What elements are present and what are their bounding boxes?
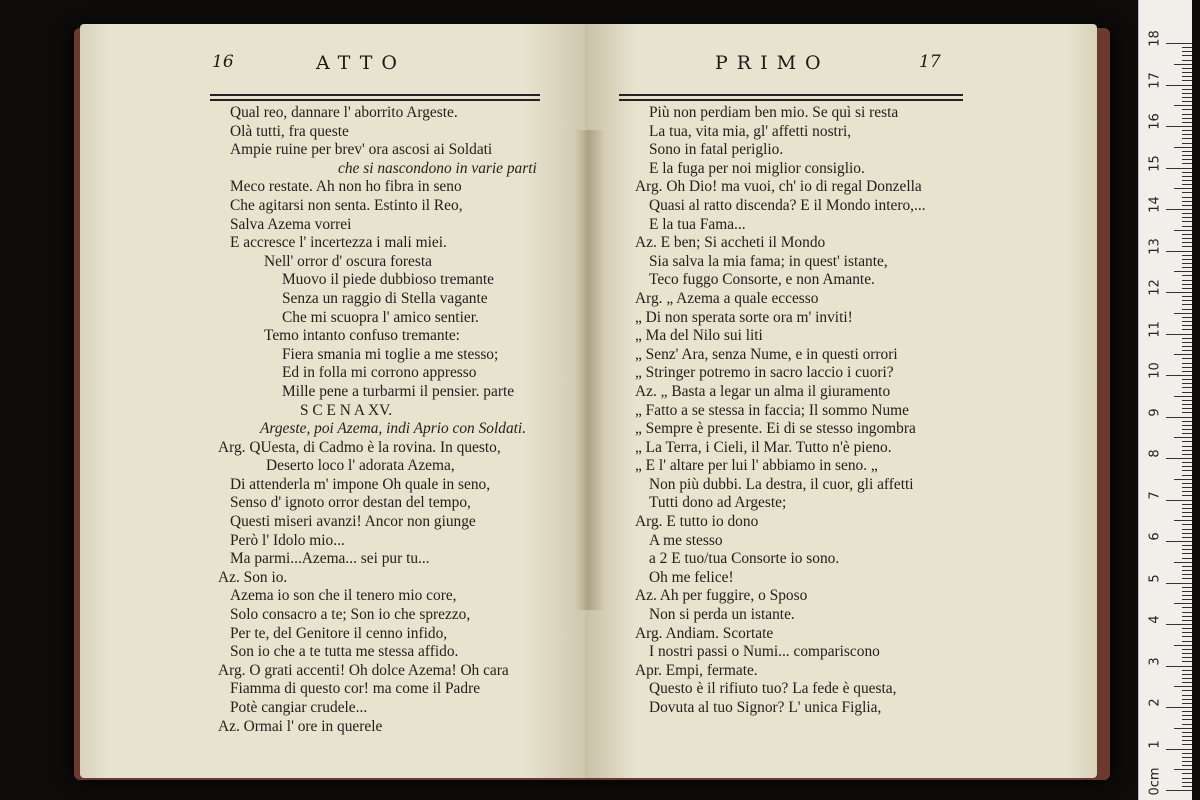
ruler-minor-tick [1174,520,1192,521]
ruler-minor-tick [1182,122,1192,123]
right-page-text-line: I nostri passi o Numi... compariscono [649,643,880,661]
ruler-minor-tick [1174,105,1192,106]
right-page-text-line: Tutti dono ad Argeste; [649,494,787,512]
ruler-minor-tick [1182,159,1192,160]
ruler-minor-tick [1182,246,1192,247]
ruler-minor-tick [1182,201,1192,202]
right-page-text-line: Questo è il rifiuto tuo? La fede è questa, [649,680,897,698]
left-page-text-line: Per te, del Genitore il cenno infido, [230,624,448,642]
ruler-minor-tick [1182,338,1192,339]
ruler-minor-tick [1182,545,1192,546]
ruler-minor-tick [1182,263,1192,264]
ruler-label: 7 [1147,490,1163,500]
left-text-block [218,104,537,736]
ruler-minor-tick [1174,354,1192,355]
ruler-label: 16 [1147,113,1163,130]
ruler-minor-tick [1182,72,1192,73]
ruler-minor-tick [1182,47,1192,48]
right-page-text-line: „ Ma del Nilo sui liti [635,327,763,345]
ruler-tick [1166,790,1192,791]
ruler-minor-tick [1182,732,1192,733]
ruler-minor-tick [1182,446,1192,447]
ruler-label: 18 [1147,30,1163,47]
ruler-minor-tick [1182,761,1192,762]
ruler-minor-tick [1182,715,1192,716]
ruler-minor-tick [1174,437,1192,438]
ruler-minor-tick [1182,674,1192,675]
ruler-minor-tick [1182,89,1192,90]
right-header-rule [619,94,963,101]
ruler-minor-tick [1182,587,1192,588]
ruler-tick [1166,749,1192,750]
ruler-minor-tick [1182,226,1192,227]
left-page-text-line: Che mi scuopra l' amico sentier. [282,308,479,326]
ruler-minor-tick [1182,255,1192,256]
left-page-text-line: Az. Ormai l' ore in querele [218,717,383,735]
ruler-label: 14 [1147,196,1163,213]
ruler-minor-tick [1182,736,1192,737]
ruler-minor-tick [1182,612,1192,613]
left-page-text-line: Muovo il piede dubbioso tremante [282,271,495,289]
ruler-minor-tick [1182,757,1192,758]
ruler-tick [1166,417,1192,418]
ruler-minor-tick [1182,180,1192,181]
ruler-minor-tick [1182,425,1192,426]
right-page-text-line: Non più dubbi. La destra, il cuor, gli affetti [649,475,914,493]
ruler-minor-tick [1182,595,1192,596]
ruler-minor-tick [1182,657,1192,658]
left-page-text-line: Potè cangiar crudele... [230,699,368,716]
ruler-minor-tick [1182,404,1192,405]
ruler-minor-tick [1182,317,1192,318]
right-page-text-line: Oh me felice! [649,568,734,586]
right-page-text-line: „ Senz' Ara, senza Nume, e in questi orrori [635,345,898,363]
ruler-tick [1166,541,1192,542]
ruler-minor-tick [1182,363,1192,364]
ruler-minor-tick [1182,566,1192,567]
ruler-minor-tick [1182,143,1192,144]
ruler-minor-tick [1182,325,1192,326]
left-page-text-line: Senza un raggio di Stella vagante [282,289,488,307]
ruler-minor-tick [1182,703,1192,704]
ruler-minor-tick [1182,176,1192,177]
ruler-minor-tick [1182,342,1192,343]
ruler-label: 13 [1147,237,1163,255]
ruler-minor-tick [1182,744,1192,745]
ruler-minor-tick [1182,300,1192,301]
ruler-minor-tick [1174,188,1192,189]
ruler-minor-tick [1182,508,1192,509]
ruler-minor-tick [1182,607,1192,608]
right-page-text-line: „ Fatto a se stessa in faccia; Il sommo Nume [635,401,909,419]
left-page-text-line: Ed in folla mi corrono appresso [282,364,477,382]
right-page-text-line: Arg. Oh Dio! ma vuoi, ch' io di regal Donzella [635,178,922,196]
ruler-tick [1166,458,1192,459]
ruler-minor-tick [1182,504,1192,505]
ruler-minor-tick [1182,421,1192,422]
right-page-text-line: Quasi al ratto discenda? E il Mondo intero,... [649,196,926,214]
ruler-minor-tick [1182,387,1192,388]
ruler-minor-tick [1182,529,1192,530]
ruler-minor-tick [1174,686,1192,687]
ruler-minor-tick [1182,470,1192,471]
ruler-minor-tick [1182,616,1192,617]
ruler-minor-tick [1182,753,1192,754]
ruler-minor-tick [1182,97,1192,98]
ruler-minor-tick [1182,267,1192,268]
ruler-tick [1166,168,1192,169]
left-page-number: 16 [212,52,234,72]
right-page-text-line: Dovuta al tuo Signor? L' unica Figlia, [649,699,882,716]
ruler-label: 2 [1147,698,1163,707]
left-page-text-line: Meco restate. Ah non ho fibra in seno [230,178,462,196]
right-page-text-line: Arg. E tutto io dono [635,513,759,531]
ruler-minor-tick [1182,383,1192,384]
ruler-minor-tick [1182,221,1192,222]
left-page-text-line: Nell' orror d' oscura foresta [264,252,432,270]
ruler-minor-tick [1182,367,1192,368]
ruler-minor-tick [1182,408,1192,409]
ruler-minor-tick [1182,151,1192,152]
right-page-text-line: „ Di non sperata sorte ora m' inviti! [635,308,853,326]
ruler-minor-tick [1174,645,1192,646]
right-page-text-line: La tua, vita mia, gl' affetti nostri, [649,122,852,140]
right-text-block [623,104,926,718]
left-page-text-line: Arg. QUesta, di Cadmo è la rovina. In questo, [218,438,501,456]
ruler-minor-tick [1182,238,1192,239]
ruler-tick [1166,292,1192,293]
right-page-text-line: Az. „ Basta a legar un alma il giuramento [635,382,891,400]
ruler-minor-tick [1182,466,1192,467]
left-page-text-line: Qual reo, dannare l' aborrito Argeste. [230,104,458,121]
ruler-minor-tick [1182,412,1192,413]
right-page-text-line: Arg. Andiam. Scortate [635,624,774,642]
ruler-minor-tick [1182,711,1192,712]
ruler-minor-tick [1182,217,1192,218]
left-page-text-line: Ampie ruine per brev' ora ascosi ai Soldati [230,141,493,159]
ruler-minor-tick [1182,553,1192,554]
ruler-minor-tick [1182,620,1192,621]
ruler-minor-tick [1182,93,1192,94]
ruler-minor-tick [1182,678,1192,679]
ruler-label: 10 [1147,362,1163,379]
ruler-label: 3 [1147,656,1163,666]
ruler-tick [1166,251,1192,252]
ruler-label: 1 [1147,739,1163,749]
ruler-label: 12 [1147,279,1163,296]
ruler-minor-tick [1182,491,1192,492]
right-page-text-line: Sia salva la mia fama; in quest' istante, [649,252,888,270]
ruler-label: 5 [1147,573,1163,583]
ruler-tick [1166,43,1192,44]
right-page-text-line: A me stesso [649,531,723,549]
right-page-text-line: Non si perda un istante. [649,606,795,624]
left-page-text-line: Però l' Idolo mio... [230,531,345,549]
left-page-text-line: che si nascondono in varie parti [338,159,537,177]
ruler-minor-tick [1182,724,1192,725]
ruler-minor-tick [1174,230,1192,231]
ruler-minor-tick [1182,462,1192,463]
ruler-minor-tick [1182,516,1192,517]
ruler-minor-tick [1182,524,1192,525]
ruler-label: 6 [1147,532,1163,541]
left-page-text-line: Temo intanto confuso tremante: [264,327,460,345]
ruler-minor-tick [1182,512,1192,513]
ruler-minor-tick [1182,350,1192,351]
book-gutter [575,130,605,610]
ruler-minor-tick [1182,101,1192,102]
right-page-text-line: Apr. Empi, fermate. [635,661,758,679]
ruler-minor-tick [1182,549,1192,550]
right-page-text-line: Sono in fatal periglio. [649,141,784,159]
ruler-minor-tick [1174,479,1192,480]
ruler-tick [1166,583,1192,584]
ruler-minor-tick [1182,184,1192,185]
left-page-text-line: Senso d' ignoto orror destan del tempo, [230,494,471,512]
ruler-minor-tick [1182,392,1192,393]
ruler-minor-tick [1182,599,1192,600]
ruler-minor-tick [1182,304,1192,305]
left-page-text-line: Di attenderla m' impone Oh quale in seno, [230,475,491,493]
ruler-minor-tick [1182,60,1192,61]
ruler-tick [1166,126,1192,127]
ruler-minor-tick [1182,400,1192,401]
ruler-minor-tick [1182,695,1192,696]
ruler-minor-tick [1182,483,1192,484]
ruler-minor-tick [1182,51,1192,52]
ruler-minor-tick [1182,329,1192,330]
ruler-minor-tick [1174,396,1192,397]
right-page-text-line: Az. E ben; Si accheti il Mondo [635,234,826,252]
left-page-text-line: Che agitarsi non senta. Estinto il Reo, [230,196,463,214]
left-page-text-line: Argeste, poi Azema, indi Aprio con Soldati. [260,420,527,438]
ruler-minor-tick [1182,533,1192,534]
left-page-text-line: Fiera smania mi toglie a me stesso; [282,345,499,363]
ruler-minor-tick [1182,172,1192,173]
ruler-minor-tick [1182,68,1192,69]
ruler-minor-tick [1182,773,1192,774]
ruler-minor-tick [1182,740,1192,741]
ruler-minor-tick [1182,495,1192,496]
ruler-minor-tick [1182,653,1192,654]
left-page-text-line: Salva Azema vorrei [230,215,352,233]
ruler-minor-tick [1182,371,1192,372]
ruler-minor-tick [1182,197,1192,198]
ruler-tick [1166,375,1192,376]
ruler-minor-tick [1182,321,1192,322]
ruler-minor-tick [1182,192,1192,193]
ruler-minor-tick [1182,76,1192,77]
ruler-minor-tick [1182,591,1192,592]
ruler-minor-tick [1182,719,1192,720]
ruler-minor-tick [1182,80,1192,81]
ruler-minor-tick [1182,570,1192,571]
ruler-minor-tick [1182,55,1192,56]
right-page-text-line: E la fuga per noi miglior consiglio. [649,159,865,177]
ruler-minor-tick [1182,628,1192,629]
right-page-text-line: „ Sempre è presente. Ei di se stesso ingombra [635,420,916,438]
right-page-text-line: „ La Terra, i Cieli, il Mar. Tutto n'è pieno. [635,438,892,456]
ruler-tick [1166,334,1192,335]
ruler-minor-tick [1182,309,1192,310]
left-page-text-line: Son io che a te tutta me stessa affido. [230,643,459,661]
left-page-text-line: Mille pene a turbarmi il pensier. parte [282,382,515,400]
left-header-rule [210,94,540,101]
ruler-minor-tick [1174,64,1192,65]
right-page-text-line: Più non perdiam ben mio. Se quì si resta [649,104,899,121]
right-page-text-line: Az. Ah per fuggire, o Sposo [635,587,808,605]
ruler-minor-tick [1182,379,1192,380]
left-page-text-line: Azema io son che il tenero mio core, [230,587,457,605]
ruler-minor-tick [1182,296,1192,297]
ruler-minor-tick [1182,275,1192,276]
ruler-minor-tick [1174,147,1192,148]
measuring-ruler [1138,0,1192,800]
ruler-label: 4 [1147,615,1163,624]
right-page-text-line: „ Stringer potremo in sacro laccio i cuori? [635,364,894,382]
ruler-minor-tick [1182,441,1192,442]
ruler-minor-tick [1182,213,1192,214]
right-page-text-line: Teco fuggo Consorte, e non Amante. [649,271,875,289]
ruler-minor-tick [1182,574,1192,575]
ruler-minor-tick [1182,163,1192,164]
ruler-tick [1166,500,1192,501]
ruler-minor-tick [1182,690,1192,691]
ruler-minor-tick [1182,475,1192,476]
ruler-minor-tick [1182,454,1192,455]
ruler-label: 17 [1147,71,1163,89]
ruler-minor-tick [1182,429,1192,430]
ruler-minor-tick [1182,259,1192,260]
left-page-text-line: Solo consacro a te; Son io che sprezzo, [230,606,471,624]
ruler-tick [1166,624,1192,625]
ruler-minor-tick [1182,641,1192,642]
ruler-minor-tick [1182,288,1192,289]
ruler-minor-tick [1174,728,1192,729]
ruler-minor-tick [1182,699,1192,700]
ruler-minor-tick [1182,242,1192,243]
ruler-label: 0cm [1147,767,1163,796]
left-page-text-line: Questi miseri avanzi! Ancor non giunge [230,513,476,531]
ruler-minor-tick [1182,786,1192,787]
ruler-minor-tick [1182,578,1192,579]
ruler-minor-tick [1182,134,1192,135]
ruler-label: 11 [1147,320,1163,338]
ruler-minor-tick [1174,271,1192,272]
right-page-text-line: a 2 E tuo/tua Consorte io sono. [649,550,840,568]
ruler-minor-tick [1182,636,1192,637]
ruler-tick [1166,209,1192,210]
left-page-text-line: Olà tutti, fra queste [230,122,349,140]
ruler-tick [1166,666,1192,667]
ruler-minor-tick [1174,562,1192,563]
right-running-head: PRIMO [715,52,830,74]
ruler-minor-tick [1174,769,1192,770]
ruler-label: 8 [1147,449,1163,458]
left-running-head: ATTO [316,52,406,74]
ruler-tick [1166,85,1192,86]
ruler-minor-tick [1182,130,1192,131]
ruler-minor-tick [1182,537,1192,538]
ruler-minor-tick [1182,155,1192,156]
left-page-text-line: Az. Son io. [218,568,288,586]
ruler-minor-tick [1182,670,1192,671]
ruler-minor-tick [1182,661,1192,662]
ruler-minor-tick [1182,765,1192,766]
ruler-minor-tick [1182,649,1192,650]
ruler-minor-tick [1182,280,1192,281]
left-page-text-line: S C E N A XV. [300,401,393,419]
ruler-minor-tick [1182,632,1192,633]
right-page-text-line: E la tua Fama... [649,215,746,233]
ruler-minor-tick [1182,109,1192,110]
right-page-text-line: „ E l' altare per lui l' abbiamo in seno. „ [635,457,878,475]
ruler-minor-tick [1182,778,1192,779]
left-page-text-line: E accresce l' incertezza i mali miei. [230,234,447,252]
ruler-minor-tick [1182,358,1192,359]
right-page-number: 17 [919,52,941,72]
ruler-minor-tick [1182,682,1192,683]
right-page-text-line: Arg. „ Azema a quale eccesso [635,289,819,307]
ruler-minor-tick [1182,234,1192,235]
ruler-label: 9 [1147,407,1163,417]
ruler-tick [1166,707,1192,708]
ruler-minor-tick [1182,284,1192,285]
ruler-minor-tick [1182,450,1192,451]
left-page-text-line: Deserto loco l' adorata Azema, [266,457,455,475]
right-page [585,24,1097,778]
ruler-minor-tick [1174,313,1192,314]
left-page-text-line: Arg. O grati accenti! Oh dolce Azema! Oh cara [218,661,509,679]
left-page-text-line: Ma parmi...Azema... sei pur tu... [230,550,430,568]
ruler-minor-tick [1182,782,1192,783]
ruler-minor-tick [1182,487,1192,488]
ruler-minor-tick [1182,138,1192,139]
ruler-minor-tick [1182,346,1192,347]
ruler-label: 15 [1147,154,1163,172]
left-page-text-line: Fiamma di questo cor! ma come il Padre [230,680,481,698]
ruler-minor-tick [1182,205,1192,206]
ruler-minor-tick [1174,603,1192,604]
ruler-minor-tick [1182,118,1192,119]
ruler-minor-tick [1182,558,1192,559]
left-page [80,24,585,778]
ruler-minor-tick [1182,114,1192,115]
ruler-minor-tick [1182,433,1192,434]
